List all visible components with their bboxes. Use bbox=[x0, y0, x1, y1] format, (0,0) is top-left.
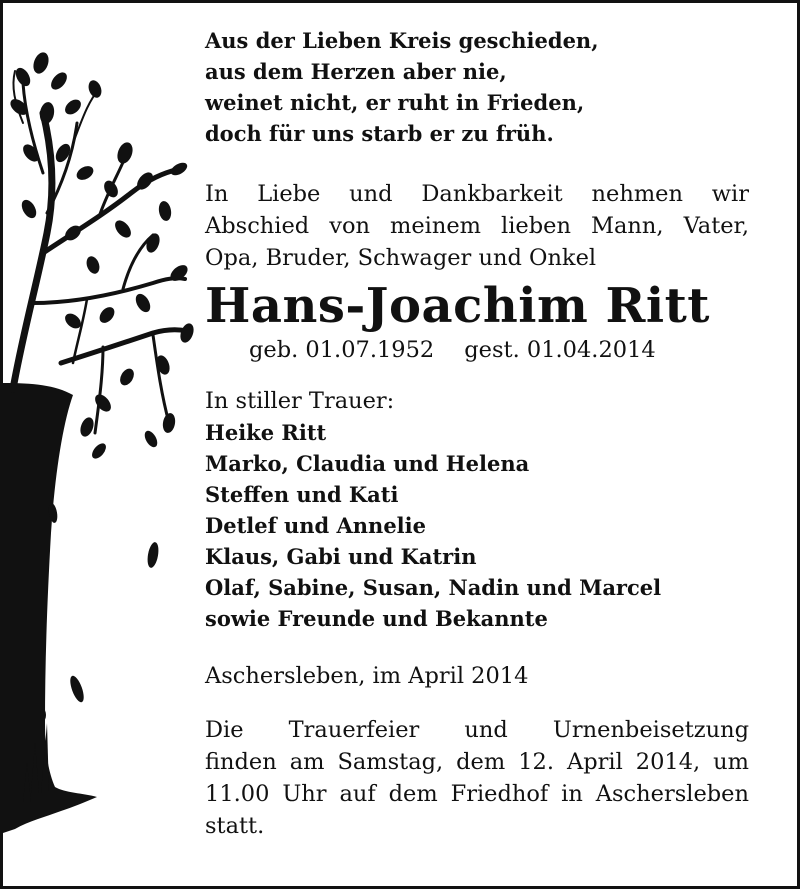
notice-text bbox=[205, 25, 749, 842]
mourner-name: Heike Ritt bbox=[205, 420, 327, 445]
birth-date: geb. 01.07.1952 bbox=[249, 337, 435, 363]
death-date: gest. 01.04.2014 bbox=[464, 337, 656, 363]
life-dates bbox=[205, 334, 749, 366]
mourner-name: Olaf, Sabine, Susan, Nadin und Marcel bbox=[205, 575, 662, 600]
mourner-name: Marko, Claudia und Helena bbox=[205, 451, 530, 476]
service-line: Die Trauerfeier und Urnenbeisetzung bbox=[205, 717, 749, 743]
mourner-name: Steffen und Kati bbox=[205, 482, 399, 507]
mourner-name: Klaus, Gabi und Katrin bbox=[205, 544, 477, 569]
place-date: Aschersleben, im April 2014 bbox=[205, 663, 529, 689]
service-line: statt. bbox=[205, 813, 265, 839]
intro-paragraph bbox=[205, 178, 749, 274]
poem-line: Aus der Lieben Kreis geschieden, bbox=[205, 28, 599, 53]
mourner-name: Detlef und Annelie bbox=[205, 513, 426, 538]
tree-silhouette-icon bbox=[3, 3, 203, 886]
poem bbox=[205, 25, 749, 149]
poem-line: aus dem Herzen aber nie, bbox=[205, 59, 507, 84]
intro-line: Abschied von meinem lieben Mann, Vater, bbox=[205, 213, 749, 239]
service-info bbox=[205, 714, 749, 842]
poem-line: weinet nicht, er ruht in Frieden, bbox=[205, 90, 585, 115]
poem-line: doch für uns starb er zu früh. bbox=[205, 121, 554, 146]
mourners-section bbox=[205, 386, 749, 634]
mourners-lead: In stiller Trauer: bbox=[205, 388, 395, 414]
deceased-name: Hans-Joachim Ritt bbox=[205, 278, 710, 334]
intro-line: In Liebe und Dankbarkeit nehmen wir bbox=[205, 181, 749, 207]
intro-line: Opa, Bruder, Schwager und Onkel bbox=[205, 245, 597, 271]
service-line: 11.00 Uhr auf dem Friedhof in Aschersleben bbox=[205, 781, 749, 807]
service-line: finden am Samstag, dem 12. April 2014, um bbox=[205, 749, 749, 775]
mourner-name: sowie Freunde und Bekannte bbox=[205, 606, 548, 631]
